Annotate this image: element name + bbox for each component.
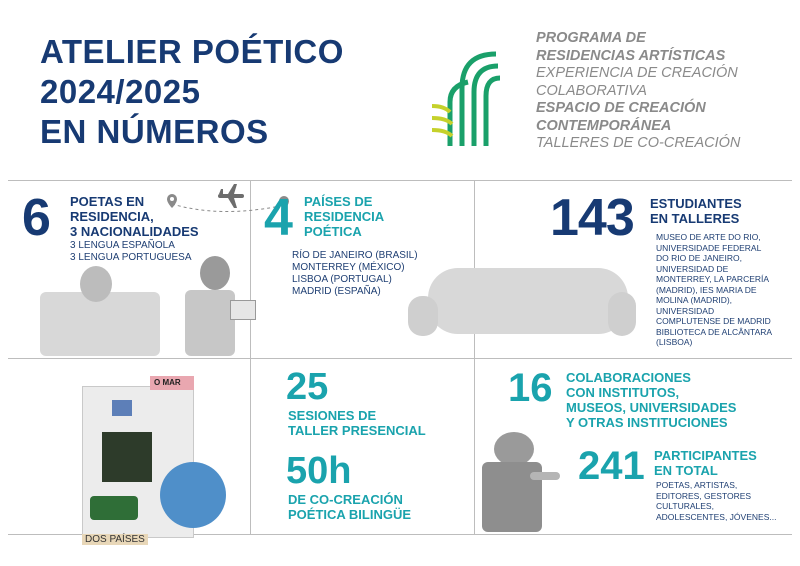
students-detail-line: (MADRID), IES MARIA DE <box>656 284 757 295</box>
title-line-1: ATELIER POÉTICO <box>40 33 344 70</box>
students-number: 143 <box>550 189 634 247</box>
students-label-line: ESTUDIANTES <box>650 196 742 211</box>
poets-detail-line: 3 LENGUA PORTUGUESA <box>70 252 192 263</box>
collage-sign: O MAR <box>154 378 181 387</box>
countries-label-line: RESIDENCIA <box>304 209 385 224</box>
students-detail-line: BIBLIOTECA DE ALCÂNTARA <box>656 326 773 337</box>
hours-label-line: POÉTICA BILINGÜE <box>288 507 412 522</box>
location-pin-icon <box>167 194 177 208</box>
students-detail-line: MUSEO DE ARTE DO RIO, <box>656 232 761 242</box>
students-detail-line: UNIVERSIDAD <box>656 305 715 316</box>
page-title <box>40 32 344 152</box>
students-detail-line: UNIVERSIDADE FEDERAL <box>656 242 762 253</box>
collage-caption: DOS PAÍSES <box>82 534 148 545</box>
students-detail-line: MONTERREY, LA PARCERÍA <box>656 274 770 284</box>
poets-number: 6 <box>22 189 51 247</box>
participants-detail-line: ADOLESCENTES, JÓVENES... <box>656 511 777 522</box>
program-line: ESPACIO DE CREACIÓN <box>536 100 706 116</box>
participants-label <box>654 448 757 478</box>
program-line: RESIDENCIAS ARTÍSTICAS <box>536 47 726 64</box>
participants-details <box>656 480 776 522</box>
students-detail-line: MOLINA (MADRID), <box>656 295 733 305</box>
arch-logo-icon <box>432 46 502 146</box>
hours-label <box>288 492 411 522</box>
program-line: TALLERES DE CO-CREACIÓN <box>536 135 741 151</box>
program-line: CONTEMPORÁNEA <box>536 117 672 134</box>
students-label <box>650 196 742 226</box>
countries-number: 4 <box>264 189 293 247</box>
students-detail-line: COMPLUTENSE DE MADRID <box>656 316 771 326</box>
country-line: LISBOA (PORTUGAL) <box>292 274 392 285</box>
title-line-2: 2024/2025 <box>40 73 201 110</box>
participants-detail-line: POETAS, ARTISTAS, <box>656 480 738 490</box>
program-description <box>536 30 740 153</box>
program-line: PROGRAMA DE <box>536 30 646 46</box>
woman-silhouette <box>185 290 235 356</box>
participants-detail-line: CULTURALES, <box>656 501 714 511</box>
program-line: COLABORATIVA <box>536 82 647 99</box>
collage-image <box>72 372 232 548</box>
students-label-line: EN TALLERES <box>650 211 740 226</box>
countries-label-line: POÉTICA <box>304 224 362 239</box>
students-detail-line: DO RIO DE JANEIRO, <box>656 253 742 263</box>
collabs-label-line: Y OTRAS INSTITUCIONES <box>566 415 728 430</box>
poets-detail-line: 3 LENGUA ESPAÑOLA <box>70 240 175 251</box>
country-line: MONTERREY (MÉXICO) <box>292 262 405 273</box>
participants-detail-line: EDITORES, GESTORES <box>656 490 752 501</box>
country-line: MADRID (ESPAÑA) <box>292 286 381 297</box>
countries-label-line: PAÍSES DE <box>304 194 373 209</box>
country-line: RÍO DE JANEIRO (BRASIL) <box>292 250 418 261</box>
poets-photo <box>40 252 240 356</box>
countries-details <box>292 250 418 298</box>
collabs-label-line: CON INSTITUTOS, <box>566 385 680 400</box>
students-details <box>656 232 772 348</box>
poets-label-line: POETAS EN <box>70 194 145 209</box>
hours-label-line: DE CO-CREACIÓN <box>288 492 403 507</box>
hours-number: 50h <box>286 450 352 492</box>
participants-label-line: EN TOTAL <box>654 463 718 478</box>
airplane-icon <box>218 184 244 208</box>
divider-col-1 <box>250 180 251 534</box>
students-detail-line: UNIVERSIDAD DE <box>656 263 729 274</box>
students-group-photo <box>408 256 636 346</box>
divider-col-2 <box>474 180 475 534</box>
collabs-label-line: MUSEOS, UNIVERSIDADES <box>566 400 737 415</box>
collabs-label <box>566 370 736 430</box>
sessions-label-line: SESIONES DE <box>288 408 377 423</box>
sessions-label <box>288 408 426 438</box>
man-silhouette <box>40 292 160 356</box>
divider-top <box>8 180 792 181</box>
poets-label-line: RESIDENCIA, <box>70 209 154 224</box>
sessions-number: 25 <box>286 366 329 408</box>
program-line: EXPERIENCIA DE CREACIÓN <box>536 65 738 81</box>
collabs-number: 16 <box>508 366 553 410</box>
globe-illustration <box>160 462 226 528</box>
participants-number: 241 <box>578 444 645 488</box>
book-icon <box>230 300 256 320</box>
performer-photo <box>480 432 560 532</box>
participants-label-line: PARTICIPANTES <box>654 448 757 463</box>
sessions-label-line: TALLER PRESENCIAL <box>288 423 426 438</box>
collabs-label-line: COLABORACIONES <box>566 370 691 385</box>
divider-middle <box>8 358 792 359</box>
students-detail-line: (LISBOA) <box>656 337 693 347</box>
poets-label-line: 3 NACIONALIDADES <box>70 224 199 239</box>
title-line-3: EN NÚMEROS <box>40 113 269 150</box>
countries-label <box>304 194 384 239</box>
